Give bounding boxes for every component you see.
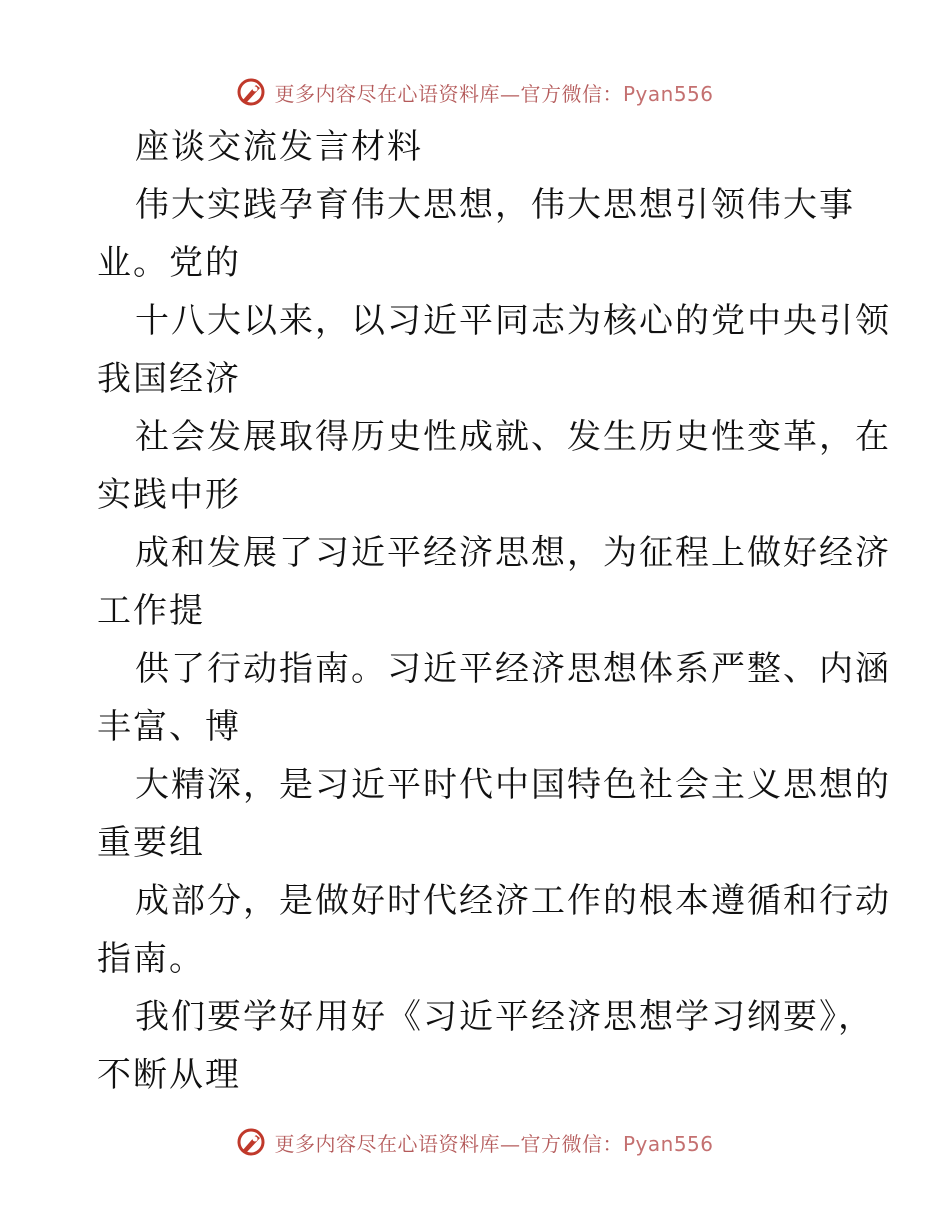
document-body <box>97 118 891 1104</box>
watermark-wechat-id: Pyan556 <box>622 1131 714 1156</box>
text-line: 成部分，是做好时代经济工作的根本遵循和行动 <box>135 881 891 921</box>
text-line: 成和发展了习近平经济思想，为征程上做好经济 <box>135 533 891 573</box>
text-line: 丰富、博 <box>97 707 241 747</box>
text-line: 社会发展取得历史性成就、发生历史性变革，在 <box>135 417 891 457</box>
text-line: 重要组 <box>97 823 205 863</box>
text-line: 我们要学好用好《习近平经济思想学习纲要》， <box>135 997 874 1037</box>
text-line: 实践中形 <box>97 475 241 515</box>
watermark-wechat-id: Pyan556 <box>622 81 714 106</box>
text-line: 业。党的 <box>97 243 241 283</box>
footer-watermark <box>0 1122 950 1162</box>
text-line: 座谈交流发言材料 <box>135 127 423 167</box>
pen-circle-logo-icon <box>236 1127 266 1157</box>
text-line: 十八大以来，以习近平同志为核心的党中央引领 <box>135 301 891 341</box>
text-line: 伟大实践孕育伟大思想，伟大思想引领伟大事 <box>135 185 855 225</box>
text-line: 大精深，是习近平时代中国特色社会主义思想的 <box>135 765 891 805</box>
text-line: 工作提 <box>97 591 205 631</box>
text-line: 供了行动指南。习近平经济思想体系严整、内涵 <box>135 649 891 689</box>
text-line: 不断从理 <box>97 1055 241 1095</box>
watermark-text: 更多内容尽在心语资料库—官方微信：Pyan556 <box>274 1131 714 1156</box>
watermark-text: 更多内容尽在心语资料库—官方微信：Pyan556 <box>274 81 714 106</box>
header-watermark <box>0 72 950 112</box>
pen-circle-logo-icon <box>236 77 266 107</box>
text-line: 我国经济 <box>97 359 241 399</box>
text-line: 指南。 <box>97 939 205 979</box>
